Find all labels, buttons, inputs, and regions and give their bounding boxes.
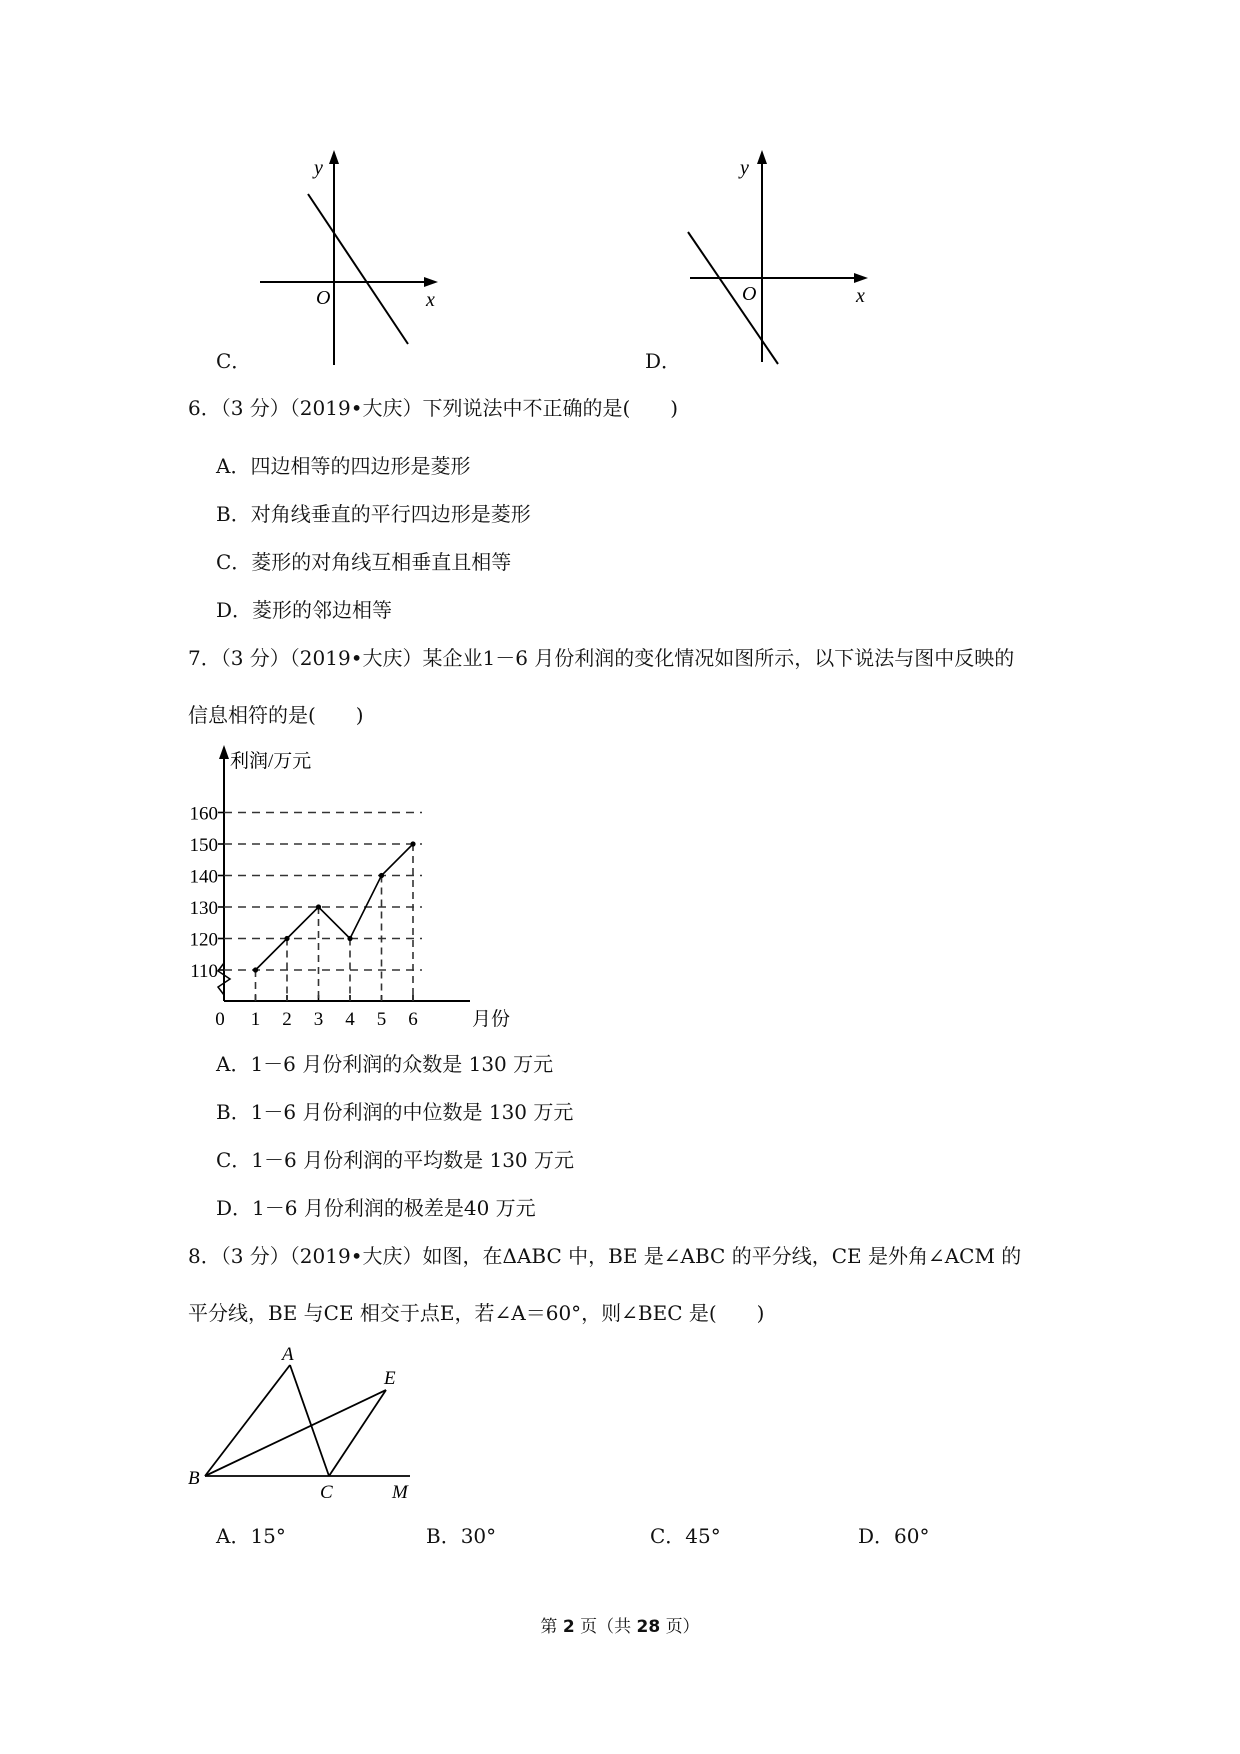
q8-option-c: C．45° — [650, 1524, 721, 1548]
y-tick-label: 140 — [189, 866, 218, 888]
q8-option-b: B．30° — [426, 1524, 497, 1548]
x-tick-label: 1 — [250, 1009, 261, 1030]
triangle-figure — [180, 1340, 440, 1510]
q7-option-a: A．1－6 月份利润的众数是 130 万元 — [216, 1052, 554, 1076]
x-tick-label: 5 — [376, 1009, 387, 1030]
function-line — [308, 194, 408, 344]
profit-series-line — [256, 844, 414, 970]
y-axis-arrow-icon — [329, 150, 339, 164]
profit-chart — [180, 745, 520, 1040]
q6-option-a: A．四边相等的四边形是菱形 — [216, 454, 471, 478]
y-label: y — [740, 157, 749, 179]
q7-option-b: B．1－6 月份利润的中位数是 130 万元 — [216, 1100, 574, 1124]
data-point — [253, 967, 258, 972]
y-label: y — [314, 157, 323, 179]
footer-total-pages: 28 — [636, 1617, 661, 1637]
q8-stem-line1: 8．（3 分）（2019•大庆）如图，在ΔABC 中，BE 是∠ABC 的平分线，CE 是外角∠ACM 的 — [188, 1244, 1022, 1268]
q8-option-d: D．60° — [858, 1524, 930, 1548]
function-line — [688, 232, 778, 364]
point-c-label: C — [320, 1482, 333, 1503]
point-a-label: A — [282, 1344, 294, 1365]
q5-option-c: C． — [216, 349, 252, 373]
origin-label: O — [316, 287, 331, 309]
q6-stem: 6．（3 分）（2019•大庆）下列说法中不正确的是( ) — [188, 396, 679, 420]
data-point — [379, 873, 384, 878]
q6-option-b: B．对角线垂直的平行四边形是菱形 — [216, 502, 531, 526]
origin-label: O — [742, 283, 757, 305]
x-tick-label: 4 — [345, 1009, 355, 1030]
y-tick-label: 120 — [189, 929, 218, 951]
x-label: x — [426, 289, 435, 311]
q5-option-d: D． — [645, 349, 682, 373]
y-axis-arrow-icon — [219, 745, 229, 759]
data-point — [284, 936, 289, 941]
x-origin-label: 0 — [215, 1009, 225, 1030]
y-tick-label: 130 — [189, 898, 218, 919]
q6-option-c: C．菱形的对角线互相垂直且相等 — [216, 550, 512, 574]
y-tick-label: 160 — [189, 803, 218, 825]
point-m-label: M — [392, 1482, 408, 1503]
y-axis-arrow-icon — [757, 150, 767, 164]
point-e-label: E — [384, 1368, 396, 1389]
data-point — [347, 936, 352, 941]
footer-prefix: 第 — [540, 1617, 558, 1637]
x-tick-label: 6 — [408, 1009, 418, 1030]
point-b-label: B — [188, 1468, 200, 1489]
q7-option-c: C．1－6 月份利润的平均数是 130 万元 — [216, 1148, 574, 1172]
x-axis-arrow-icon — [854, 273, 868, 283]
q7-option-d: D．1－6 月份利润的极差是40 万元 — [216, 1196, 536, 1220]
footer-suffix: 页） — [665, 1617, 700, 1637]
x-axis-title: 月份 — [472, 1009, 511, 1030]
x-tick-label: 3 — [313, 1009, 324, 1030]
y-axis-title: 利润/万元 — [230, 751, 312, 772]
q8-stem-line2: 平分线，BE 与CE 相交于点E，若∠A＝60°，则∠BEC 是( ) — [188, 1301, 765, 1325]
q7-stem-line1: 7．（3 分）（2019•大庆）某企业1－6 月份利润的变化情况如图所示，以下说法与图中反映的 — [188, 646, 1015, 670]
x-axis-arrow-icon — [424, 277, 438, 287]
x-tick-label: 2 — [282, 1009, 292, 1030]
data-point — [410, 841, 415, 846]
q8-option-a: A．15° — [216, 1524, 286, 1548]
segment-be — [205, 1390, 386, 1476]
q6-option-d: D．菱形的邻边相等 — [216, 598, 393, 622]
y-tick-label: 150 — [189, 835, 218, 856]
q7-stem-line2: 信息相符的是( ) — [188, 703, 364, 727]
footer-page-number: 2 — [562, 1617, 575, 1637]
page-footer — [0, 1612, 1240, 1637]
footer-middle: 页（共 — [580, 1617, 632, 1637]
x-label: x — [856, 285, 865, 307]
y-tick-label: 110 — [190, 961, 218, 982]
segment-ab — [205, 1365, 290, 1476]
q5-graph-c — [250, 150, 450, 370]
q5-graph-d — [678, 150, 878, 370]
data-point — [316, 904, 321, 909]
